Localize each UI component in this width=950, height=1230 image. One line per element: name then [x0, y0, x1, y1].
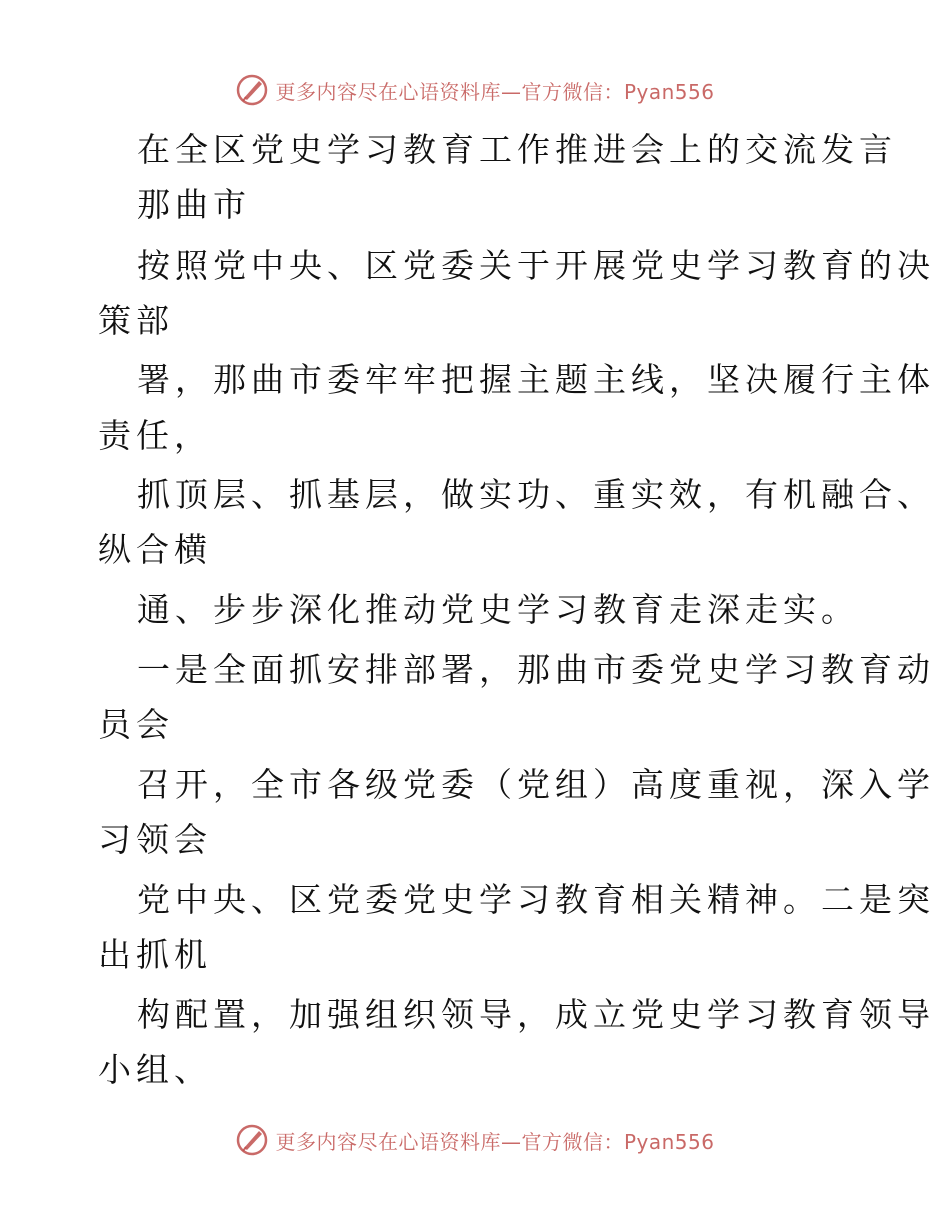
paragraph-line: 小组、: [98, 1050, 212, 1089]
paragraph-line: 按照党中央、区党委关于开展党史学习教育的决: [137, 246, 935, 285]
document-title: 在全区党史学习教育工作推进会上的交流发言: [137, 130, 897, 169]
paragraph-line: 员会: [98, 705, 174, 744]
quill-pen-icon: [235, 73, 269, 107]
paragraph-line: 一是全面抓安排部署，那曲市委党史学习教育动: [137, 650, 935, 689]
paragraph-line: 党中央、区党委党史学习教育相关精神。二是突: [137, 880, 935, 919]
paragraph-line: 出抓机: [98, 935, 212, 974]
paragraph-line: 策部: [98, 301, 174, 340]
header-watermark-text: 更多内容尽在心语资料库—官方微信：Pyan556: [275, 79, 715, 104]
paragraph-line: 纵合横: [98, 530, 212, 569]
paragraph-line: 责任，: [98, 416, 212, 455]
footer-watermark: [0, 1122, 950, 1158]
paragraph-line: 通、步步深化推动党史学习教育走深走实。: [137, 590, 859, 629]
paragraph-line: 习领会: [98, 820, 212, 859]
footer-watermark-text: 更多内容尽在心语资料库—官方微信：Pyan556: [275, 1129, 715, 1154]
paragraph-line: 抓顶层、抓基层，做实功、重实效，有机融合、: [137, 475, 935, 514]
document-author: 那曲市: [137, 185, 251, 224]
paragraph-line: 召开，全市各级党委（党组）高度重视，深入学: [137, 765, 935, 804]
quill-pen-icon: [235, 1123, 269, 1157]
paragraph-line: 署，那曲市委牢牢把握主题主线，坚决履行主体: [137, 360, 935, 399]
header-watermark: [0, 72, 950, 108]
paragraph-line: 构配置，加强组织领导，成立党史学习教育领导: [137, 995, 935, 1034]
